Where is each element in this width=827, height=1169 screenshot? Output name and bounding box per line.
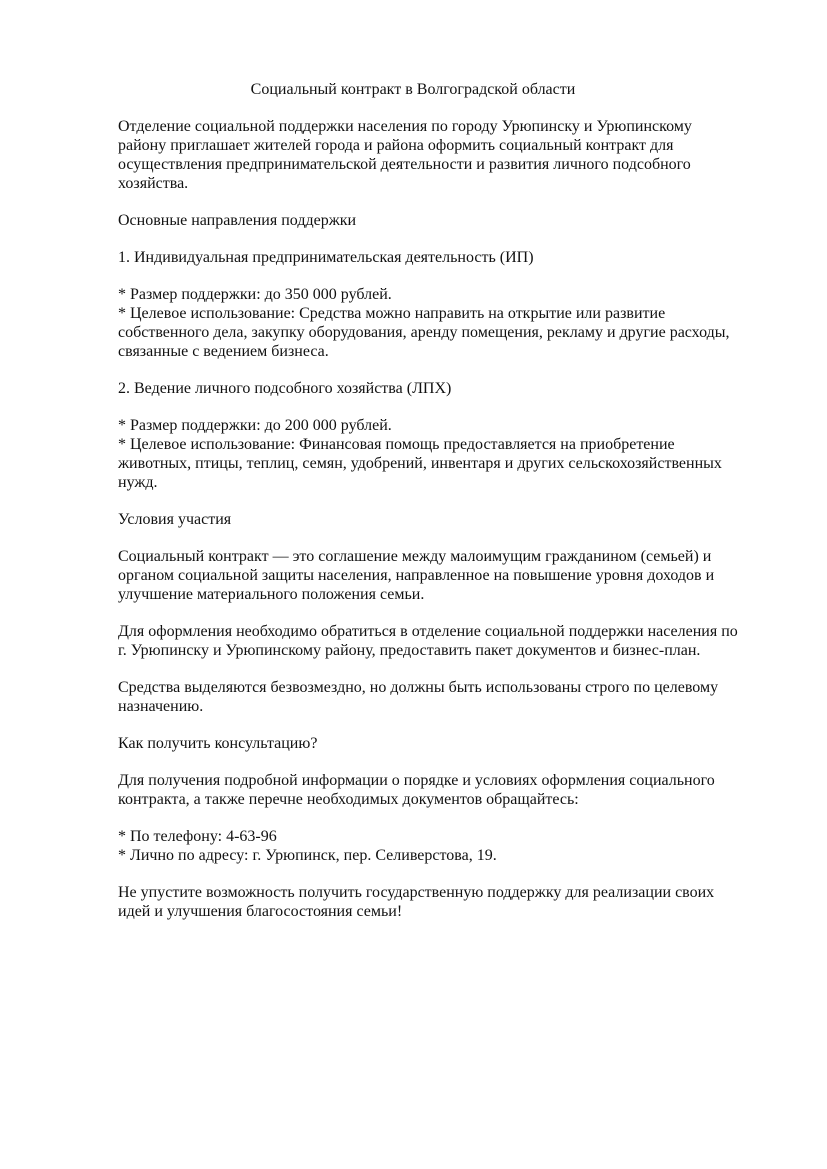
contacts-list <box>118 827 778 865</box>
text-line: Средства выделяются безвозмездно, но должны быть использованы строго по целевому <box>118 679 719 696</box>
text-line: органом социальной защиты населения, направленное на повышение уровня доходов и <box>118 567 715 584</box>
consultation-paragraph <box>118 771 778 809</box>
text-line: Социальный контракт — это соглашение между малоимущим гражданином (семьей) и <box>118 548 712 565</box>
closing-paragraph <box>118 883 778 921</box>
text-line: осуществления предпринимательской деятельности и развития личного подсобного <box>118 156 691 173</box>
text-line: собственного дела, закупку оборудования, аренду помещения, рекламу и другие расходы, <box>118 324 730 341</box>
contact-address: * Лично по адресу: г. Урюпинск, пер. Селиверстова, 19. <box>118 847 497 864</box>
contact-phone: * По телефону: 4-63-96 <box>118 828 277 845</box>
conditions-paragraph-1 <box>118 547 778 604</box>
text-line: * Целевое использование: Финансовая помощь предоставляется на приобретение <box>118 436 675 453</box>
text-line: идей и улучшения благосостояния семьи! <box>118 903 403 920</box>
text-line: Отделение социальной поддержки населения по городу Урюпинску и Урюпинскому <box>118 118 692 135</box>
text-line: нужд. <box>118 474 158 491</box>
text-line: контракта, а также перечне необходимых документов обращайтесь: <box>118 791 579 808</box>
text-line: * Размер поддержки: до 350 000 рублей. <box>118 286 392 303</box>
ip-heading: 1. Индивидуальная предпринимательская деятельность (ИП) <box>118 249 534 266</box>
text-line: Для получения подробной информации о порядке и условиях оформления социального <box>118 772 715 789</box>
intro-paragraph <box>118 117 778 193</box>
document-title: Социальный контракт в Волгоградской области <box>250 81 576 98</box>
consultation-heading: Как получить консультацию? <box>118 735 318 752</box>
document-content <box>118 80 778 939</box>
lph-heading: 2. Ведение личного подсобного хозяйства (ЛПХ) <box>118 380 452 397</box>
conditions-heading: Условия участия <box>118 511 232 528</box>
text-line: хозяйства. <box>118 175 189 192</box>
conditions-paragraph-2 <box>118 622 778 660</box>
text-line: Для оформления необходимо обратиться в отделение социальной поддержки населения по <box>118 623 738 640</box>
conditions-paragraph-3 <box>118 678 778 716</box>
text-line: Не упустите возможность получить государственную поддержку для реализации своих <box>118 884 715 901</box>
text-line: району приглашает жителей города и района оформить социальный контракт для <box>118 137 674 154</box>
lph-details <box>118 416 778 492</box>
ip-details <box>118 285 778 361</box>
text-line: связанные с ведением бизнеса. <box>118 343 329 360</box>
text-line: улучшение материального положения семьи. <box>118 586 425 603</box>
text-line: г. Урюпинску и Урюпинскому району, предоставить пакет документов и бизнес-план. <box>118 642 701 659</box>
text-line: животных, птицы, теплиц, семян, удобрений, инвентаря и других сельскохозяйственных <box>118 455 722 472</box>
text-line: * Целевое использование: Средства можно направить на открытие или развитие <box>118 305 666 322</box>
text-line: * Размер поддержки: до 200 000 рублей. <box>118 417 392 434</box>
support-heading: Основные направления поддержки <box>118 212 357 229</box>
text-line: назначению. <box>118 698 204 715</box>
